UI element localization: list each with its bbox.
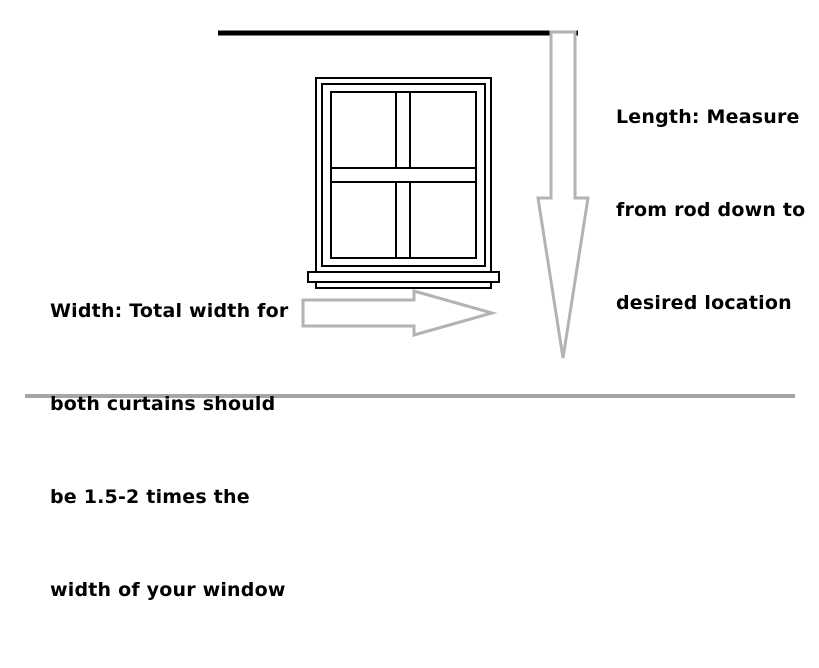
length-arrow-down bbox=[538, 32, 588, 358]
width-annotation bbox=[50, 234, 288, 668]
width-annotation-line-1: Width: Total width for bbox=[50, 300, 289, 322]
length-annotation-line-3: desired location bbox=[616, 292, 792, 314]
width-annotation-line-4: width of your window bbox=[50, 579, 286, 601]
width-annotation-line-2: both curtains should bbox=[50, 393, 276, 415]
length-annotation-line-2: from rod down to bbox=[616, 199, 806, 221]
length-annotation bbox=[616, 40, 805, 381]
width-arrow-right bbox=[303, 291, 492, 335]
window-frame bbox=[308, 78, 499, 288]
length-annotation-line-1: Length: Measure bbox=[616, 106, 800, 128]
width-annotation-line-3: be 1.5-2 times the bbox=[50, 486, 250, 508]
